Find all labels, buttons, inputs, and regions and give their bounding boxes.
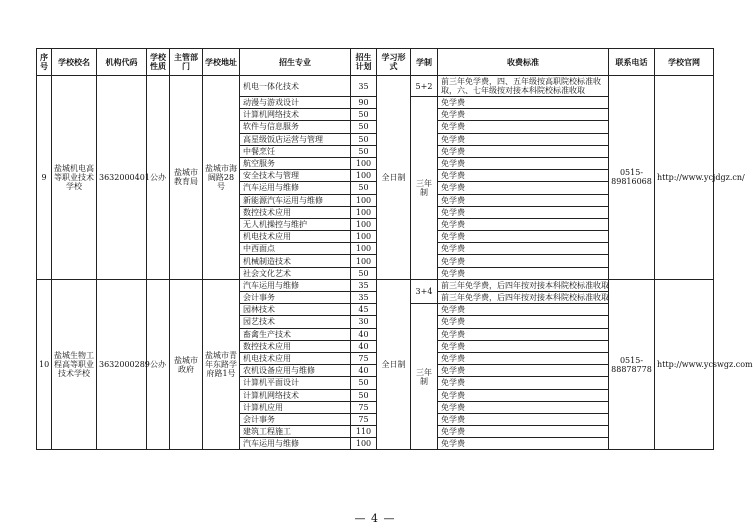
enroll-plan: 50 bbox=[351, 121, 377, 133]
major-name: 计算机网络技术 bbox=[240, 109, 351, 121]
header-nature: 学校性质 bbox=[147, 49, 170, 76]
major-name: 安全技术与管理 bbox=[240, 170, 351, 182]
enroll-plan: 30 bbox=[351, 316, 377, 328]
header-plan: 招生计划 bbox=[351, 49, 377, 76]
school-department: 盐城市政府 bbox=[170, 279, 203, 450]
fee-standard: 免学费 bbox=[438, 352, 609, 364]
header-org-code: 机构代码 bbox=[97, 49, 147, 76]
fee-standard: 免学费 bbox=[438, 365, 609, 377]
enroll-plan: 50 bbox=[351, 145, 377, 157]
major-name: 机电一体化技术 bbox=[240, 76, 351, 97]
major-name: 汽车运用与维修 bbox=[240, 438, 351, 450]
school-website: http://www.ycswgz.com bbox=[655, 279, 714, 450]
enroll-plan: 45 bbox=[351, 304, 377, 316]
major-name: 畜禽生产技术 bbox=[240, 328, 351, 340]
school-org-code: 3632000401 bbox=[97, 76, 147, 280]
major-name: 社会文化艺术 bbox=[240, 267, 351, 279]
major-name: 农机设备应用与维修 bbox=[240, 365, 351, 377]
school-name: 盐城机电高等职业技术学校 bbox=[52, 76, 97, 280]
table-header-row bbox=[37, 49, 714, 76]
fee-standard: 免学费 bbox=[438, 206, 609, 218]
major-name: 机电技术应用 bbox=[240, 231, 351, 243]
major-name: 中西面点 bbox=[240, 243, 351, 255]
school-name: 盐城生物工程高等职业技术学校 bbox=[52, 279, 97, 450]
enroll-plan: 75 bbox=[351, 413, 377, 425]
header-department: 主管部门 bbox=[170, 49, 203, 76]
fee-standard: 免学费 bbox=[438, 194, 609, 206]
table-row bbox=[37, 279, 714, 291]
fee-standard: 免学费 bbox=[438, 170, 609, 182]
fee-standard: 前三年免学费，四、五年级按高职院校标准收取，六、七年级按对接本科院校标准收取 bbox=[438, 76, 609, 97]
school-seq: 9 bbox=[37, 76, 52, 280]
school-nature: 公办 bbox=[147, 76, 170, 280]
school-address: 盐城市青年东路学府路1号 bbox=[203, 279, 240, 450]
school-seq: 10 bbox=[37, 279, 52, 450]
major-name: 机械制造技术 bbox=[240, 255, 351, 267]
fee-standard: 免学费 bbox=[438, 157, 609, 169]
header-major: 招生专业 bbox=[240, 49, 351, 76]
fee-standard: 前三年免学费，后四年按对接本科院校标准收取 bbox=[438, 292, 609, 304]
fee-standard: 免学费 bbox=[438, 389, 609, 401]
header-school-name: 学校校名 bbox=[52, 49, 97, 76]
fee-standard: 免学费 bbox=[438, 255, 609, 267]
fee-standard: 免学费 bbox=[438, 267, 609, 279]
enroll-plan: 35 bbox=[351, 76, 377, 97]
enroll-plan: 100 bbox=[351, 218, 377, 230]
fee-standard: 免学费 bbox=[438, 145, 609, 157]
table-body bbox=[37, 76, 753, 450]
major-name: 新能源汽车运用与维修 bbox=[240, 194, 351, 206]
header-seq: 序号 bbox=[37, 49, 52, 76]
enroll-plan: 35 bbox=[351, 279, 377, 291]
fee-standard: 免学费 bbox=[438, 218, 609, 230]
fee-standard: 免学费 bbox=[438, 426, 609, 438]
header-study-form: 学习形式 bbox=[377, 49, 411, 76]
header-fee: 收费标准 bbox=[438, 49, 609, 76]
school-nature: 公办 bbox=[147, 279, 170, 450]
major-name: 汽车运用与维修 bbox=[240, 279, 351, 291]
school-department: 盐城市教育局 bbox=[170, 76, 203, 280]
major-name: 园林技术 bbox=[240, 304, 351, 316]
major-name: 数控技术应用 bbox=[240, 340, 351, 352]
school-address: 盐城市海阔路28号 bbox=[203, 76, 240, 280]
fee-standard: 免学费 bbox=[438, 328, 609, 340]
school-system: 5+2 bbox=[411, 76, 438, 97]
enroll-plan: 75 bbox=[351, 401, 377, 413]
enroll-plan: 110 bbox=[351, 426, 377, 438]
fee-standard: 免学费 bbox=[438, 182, 609, 194]
enroll-plan: 40 bbox=[351, 365, 377, 377]
major-name: 汽车运用与维修 bbox=[240, 182, 351, 194]
enroll-plan: 50 bbox=[351, 182, 377, 194]
major-name: 数控技术应用 bbox=[240, 206, 351, 218]
major-name: 计算机应用 bbox=[240, 401, 351, 413]
fee-standard: 免学费 bbox=[438, 413, 609, 425]
header-system: 学制 bbox=[411, 49, 438, 76]
enroll-plan: 100 bbox=[351, 231, 377, 243]
school-website: http://www.yсjdgz.cn/ bbox=[655, 76, 714, 280]
study-form: 全日制 bbox=[377, 279, 411, 450]
fee-standard: 前三年免学费，后四年按对接本科院校标准收取 bbox=[438, 279, 609, 291]
contact-phone: 0515-89816068 bbox=[609, 76, 655, 280]
header-address: 学校地址 bbox=[203, 49, 240, 76]
major-name: 软件与信息服务 bbox=[240, 121, 351, 133]
major-name: 会计事务 bbox=[240, 413, 351, 425]
major-name: 计算机网络技术 bbox=[240, 389, 351, 401]
major-name: 机电技术应用 bbox=[240, 352, 351, 364]
enroll-plan: 100 bbox=[351, 255, 377, 267]
enroll-plan: 50 bbox=[351, 267, 377, 279]
major-name: 高星级饭店运营与管理 bbox=[240, 133, 351, 145]
enroll-plan: 100 bbox=[351, 194, 377, 206]
fee-standard: 免学费 bbox=[438, 109, 609, 121]
major-name: 会计事务 bbox=[240, 292, 351, 304]
header-website: 学校官网 bbox=[655, 49, 714, 76]
fee-standard: 免学费 bbox=[438, 340, 609, 352]
school-system: 3+4 bbox=[411, 279, 438, 303]
header-phone: 联系电话 bbox=[609, 49, 655, 76]
enroll-plan: 35 bbox=[351, 292, 377, 304]
fee-standard: 免学费 bbox=[438, 401, 609, 413]
fee-standard: 免学费 bbox=[438, 231, 609, 243]
enroll-plan: 50 bbox=[351, 389, 377, 401]
major-name: 计算机平面设计 bbox=[240, 377, 351, 389]
enroll-plan: 100 bbox=[351, 243, 377, 255]
school-system: 三年制 bbox=[411, 304, 438, 450]
table-row bbox=[37, 76, 714, 97]
school-org-code: 3632000289 bbox=[97, 279, 147, 450]
fee-standard: 免学费 bbox=[438, 243, 609, 255]
enrollment-table bbox=[36, 48, 753, 450]
enroll-plan: 40 bbox=[351, 328, 377, 340]
enroll-plan: 40 bbox=[351, 340, 377, 352]
fee-standard: 免学费 bbox=[438, 133, 609, 145]
school-system: 三年制 bbox=[411, 97, 438, 280]
major-name: 建筑工程施工 bbox=[240, 426, 351, 438]
major-name: 中餐烹饪 bbox=[240, 145, 351, 157]
enroll-plan: 100 bbox=[351, 438, 377, 450]
fee-standard: 免学费 bbox=[438, 97, 609, 109]
enroll-plan: 75 bbox=[351, 352, 377, 364]
major-name: 航空服务 bbox=[240, 157, 351, 169]
contact-phone: 0515-88878778 bbox=[609, 279, 655, 450]
enroll-plan: 100 bbox=[351, 157, 377, 169]
enroll-plan: 100 bbox=[351, 170, 377, 182]
enroll-plan: 50 bbox=[351, 133, 377, 145]
enroll-plan: 50 bbox=[351, 377, 377, 389]
major-name: 无人机操控与维护 bbox=[240, 218, 351, 230]
fee-standard: 免学费 bbox=[438, 438, 609, 450]
enroll-plan: 50 bbox=[351, 109, 377, 121]
fee-standard: 免学费 bbox=[438, 316, 609, 328]
enroll-plan: 100 bbox=[351, 206, 377, 218]
fee-standard: 免学费 bbox=[438, 304, 609, 316]
major-name: 动漫与游戏设计 bbox=[240, 97, 351, 109]
fee-standard: 免学费 bbox=[438, 121, 609, 133]
study-form: 全日制 bbox=[377, 76, 411, 280]
enroll-plan: 90 bbox=[351, 97, 377, 109]
major-name: 园艺技术 bbox=[240, 316, 351, 328]
page-number: — 4 — bbox=[354, 512, 396, 525]
fee-standard: 免学费 bbox=[438, 377, 609, 389]
